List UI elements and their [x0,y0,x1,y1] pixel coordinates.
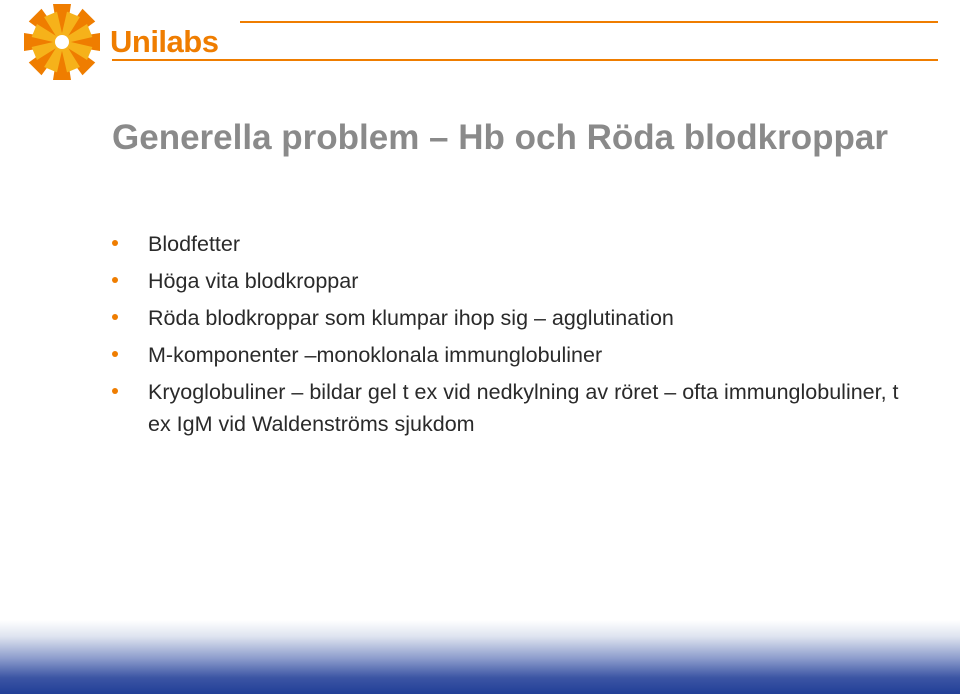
bullet-text: Kryoglobuliner – bildar gel t ex vid nedkylning av röret – ofta immunglobuliner, t ex IgM vid Waldenströms sjukdom [148,380,899,436]
header-rule-bottom [112,59,938,61]
sunburst-logo-icon [18,2,108,82]
bullet-dot-icon [112,240,118,246]
bullet-text: Röda blodkroppar som klumpar ihop sig – agglutination [148,306,674,330]
unilabs-logo [18,2,108,82]
bullet-dot-icon [112,351,118,357]
bullet-dot-icon [112,314,118,320]
slide-title: Generella problem – Hb och Röda blodkroppar [112,118,888,157]
bullet-item [112,339,912,371]
brand-name: Unilabs [110,24,219,59]
header-rule-top [240,21,938,23]
bullet-text: M-komponenter –monoklonala immunglobuliner [148,343,603,367]
bullet-dot-icon [112,277,118,283]
bullet-item [112,228,912,260]
bullet-text: Blodfetter [148,232,241,256]
bullet-item [112,376,912,440]
bullet-item [112,302,912,334]
bullet-item [112,265,912,297]
bullet-dot-icon [112,388,118,394]
bullet-list [112,228,912,445]
bullet-text: Höga vita blodkroppar [148,269,359,293]
footer-gradient-band [0,620,960,694]
